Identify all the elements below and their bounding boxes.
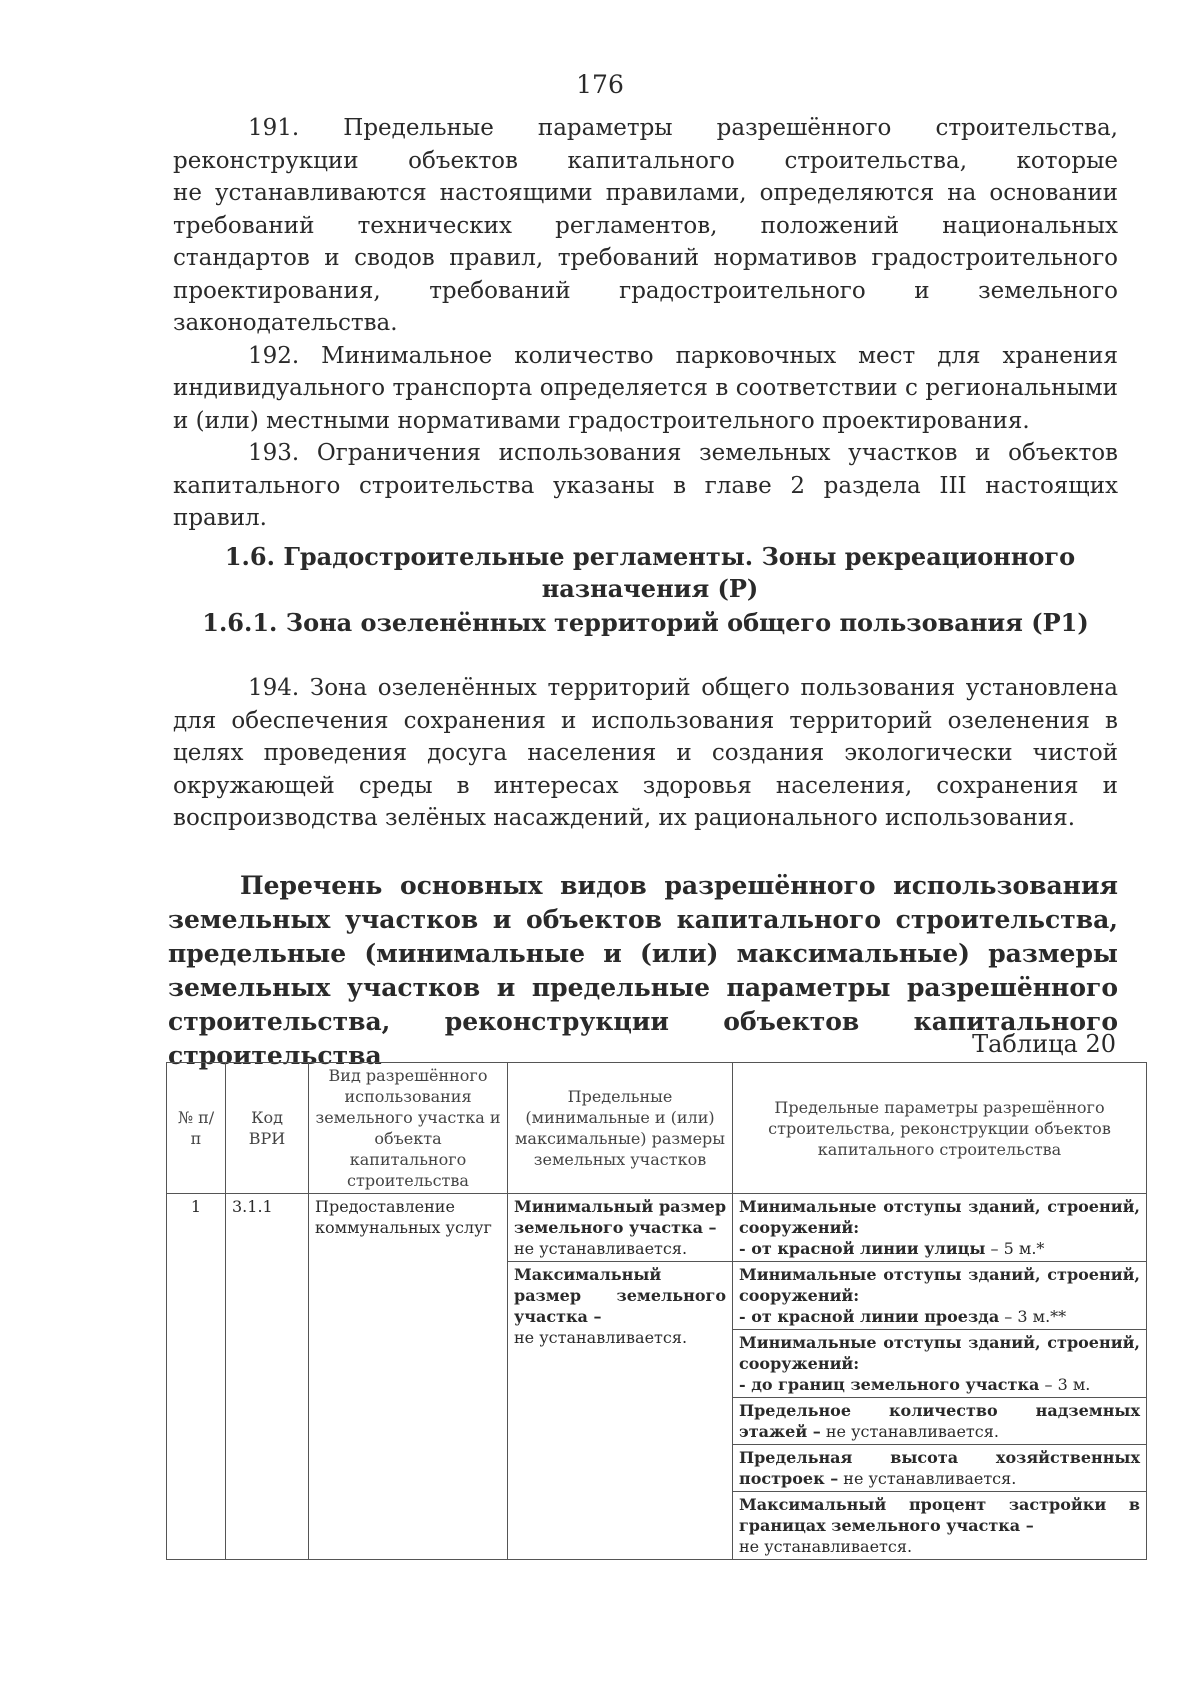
param-3-value: – 3 м. [1039,1375,1091,1394]
cell-param-1 [733,1194,1147,1262]
header-params: Предельные параметры разрешённого строительства, реконструкции объектов капитального строительства [733,1063,1147,1194]
subsection-heading: 1.6.1. Зона озеленённых территорий общего пользования (Р1) [202,608,1089,637]
page-number: 176 [576,70,624,99]
param-1-label: Минимальные отступы зданий, строений, сооружений: [739,1197,1140,1237]
cell-max-size [508,1262,733,1560]
param-2-value: – 3 м.** [999,1307,1067,1326]
table-header-row [167,1063,1147,1194]
cell-min-size [508,1194,733,1262]
paragraphs-block-2 [173,672,1118,835]
header-num: № п/п [167,1063,226,1194]
header-code: Код ВРИ [226,1063,309,1194]
cell-param-2 [733,1262,1147,1330]
regulations-table [166,1062,1147,1560]
header-vid: Вид разрешённого использования земельного участка и объекта капитального строительства [309,1063,508,1194]
table-row [167,1194,1147,1262]
paragraph-192: 192. Минимальное количество парковочных мест для хранения индивидуального транспорта определяется в соответствии с региональными и (или) местными нормативами градостроительного проектирования. [173,342,1118,434]
section-heading: 1.6. Градостроительные регламенты. Зоны рекреационного назначения (Р) [224,542,1076,603]
cell-param-6 [733,1492,1147,1560]
param-3-line: - до границ земельного участка [739,1375,1040,1394]
param-1-line: - от красной линии улицы [739,1239,986,1258]
param-2-label: Минимальные отступы зданий, строений, сооружений: [739,1265,1140,1305]
param-4-label: Предельное количество надземных этажей – [739,1401,1140,1441]
param-4-value: не устанавливается. [820,1422,999,1441]
max-size-value: не устанавливается. [514,1328,688,1347]
param-1-value: – 5 м.* [985,1239,1045,1258]
header-sizes: Предельные (минимальные и (или) максимальные) размеры земельных участков [508,1063,733,1194]
paragraph-193: 193. Ограничения использования земельных участков и объектов капитального строительства указаны в главе 2 раздела III настоящих правил. [173,440,1118,531]
param-6-label: Максимальный процент застройки в границах земельного участка – [739,1495,1140,1535]
table-caption: Таблица 20 [972,1030,1116,1058]
cell-param-5 [733,1445,1147,1492]
min-size-label: Минимальный размер земельного участка – [514,1197,726,1237]
cell-vid: Предоставление коммунальных услуг [309,1194,508,1560]
param-5-value: не устанавливается. [838,1469,1017,1488]
paragraph-191: не устанавливаются настоящими правилами, определяются на основании требований технических регламентов, положений национальных стандартов и сводов правил, требований нормативов градостроительного проектирования, требований градостроительного и земельного законодательства. [173,180,1118,336]
cell-num: 1 [167,1194,226,1560]
paragraphs-block-1 [173,112,1118,535]
paragraph-191-first: 191. Предельные параметры разрешённого строительства, реконструкции объектов капитального строительства, которые [173,115,1118,174]
max-size-label: Максимальный размер земельного участка – [514,1265,726,1326]
min-size-value: не устанавливается. [514,1239,688,1258]
param-5-label: Предельная высота хозяйственных построек – [739,1448,1140,1488]
param-2-line: - от красной линии проезда [739,1307,1000,1326]
cell-param-3 [733,1330,1147,1398]
cell-code: 3.1.1 [226,1194,309,1560]
list-title-text: Перечень основных видов разрешённого использования земельных участков и объектов капитального строительства, предельные (минимальные и (или) максимальные) размеры земельных участков и предельные параметры разрешённого строительства, реконструкции объектов капитального строительства [168,871,1118,1070]
param-6-value: не устанавливается. [739,1537,913,1556]
cell-param-4 [733,1398,1147,1445]
param-3-label: Минимальные отступы зданий, строений, сооружений: [739,1333,1140,1373]
paragraph-194: 194. Зона озеленённых территорий общего пользования установлена для обеспечения сохранения и использования территорий озеленения в целях проведения досуга населения и создания экологически чистой окружающей среды в интересах здоровья населения, сохранения и воспроизводства зелёных насаждений, их рационального использования. [173,675,1118,831]
